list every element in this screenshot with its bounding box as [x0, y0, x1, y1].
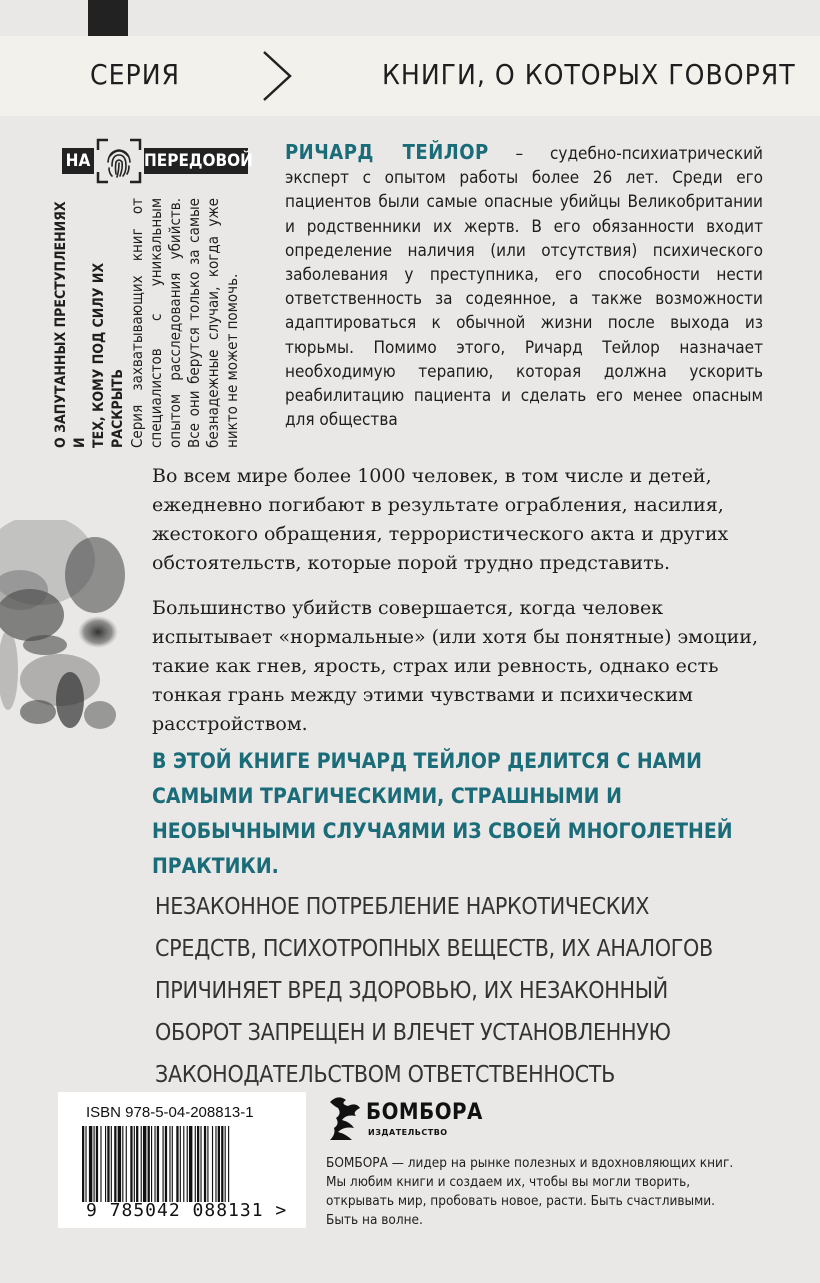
logo-left-text: НА	[62, 148, 94, 174]
vertical-title-line1: О ЗАПУТАННЫХ ПРЕСТУПЛЕНИЯХ И	[53, 201, 88, 448]
series-label: СЕРИЯ	[90, 58, 181, 91]
barcode-bars	[82, 1126, 292, 1202]
vertical-body: Серия захватывающих книг от специалистов с уникальным опытом расследования убийств. Все они берутся только за самые безнадежные случаи, когда уже никто не может помочь.	[128, 198, 241, 448]
paragraph-2: Большинство убийств совершается, когда человек испытывает «нормальные» (или хотя бы понятные) эмоции, такие как гнев, ярость, страх или ревность, однако есть тонкая грань между этими чувствами и психическим расстройством.	[152, 597, 758, 735]
publisher-emblem-icon	[326, 1094, 364, 1144]
publisher-description: БОМБОРА — лидер на рынке полезных и вдохновляющих книг. Мы любим книги и создаем их, чтобы вы могли творить, открывать мир, пробовать новое, расти. Быть счастливыми. Быть на волне.	[326, 1155, 734, 1228]
fingerprint-icon	[94, 136, 144, 186]
vertical-title-line2: ТЕХ, КОМУ ПОД СИЛУ ИХ РАСКРЫТЬ	[91, 262, 126, 448]
health-warning: НЕЗАКОННОЕ ПОТРЕБЛЕНИЕ НАРКОТИЧЕСКИХ СРЕДСТВ, ПСИХОТРОПНЫХ ВЕЩЕСТВ, ИХ АНАЛОГОВ ПРИЧИНЯЕТ ВРЕД ЗДОРОВЬЮ, ИХ НЕЗАКОННЫЙ ОБОРОТ ЗАПРЕЩЕН И ВЛЕЧЕТ УСТАНОВЛЕННУЮ ЗАКОНОДАТЕЛЬСТВОМ ОТВЕТСТВЕННОСТЬ	[155, 894, 713, 1088]
highlight-text: В ЭТОЙ КНИГЕ РИЧАРД ТЕЙЛОР ДЕЛИТСЯ С НАМИ САМЫМИ ТРАГИЧЕСКИМИ, СТРАШНЫМИ И НЕОБЫЧНЫМИ СЛУЧАЯМИ ИЗ СВОЕЙ МНОГОЛЕТНЕЙ ПРАКТИКИ.	[152, 749, 733, 878]
skull-inkblot-image	[0, 520, 130, 750]
publisher-subtitle: ИЗДАТЕЛЬСТВО	[368, 1128, 448, 1137]
author-bio	[285, 140, 763, 432]
isbn-number: ISBN 978-5-04-208813-1	[86, 1104, 254, 1121]
author-name: РИЧАРД ТЕЙЛОР	[285, 140, 489, 164]
series-description-vertical	[52, 198, 252, 448]
series-logo	[62, 136, 253, 186]
chevron-right-icon	[256, 46, 296, 106]
top-dark-tab	[88, 0, 128, 38]
author-bio-text: – судебно-психиатрический эксперт с опытом работы более 26 лет. Среди его пациентов были самые опасные убийцы Великобритании и родственники их жертв. В его обязанности входит определение наличия (или отсутствия) психического заболевания у преступника, его способности нести ответственность за содеянное, а также возможности адаптироваться к обычной жизни после выхода из тюрьмы. Помимо этого, Ричард Тейлор назначает необходимую терапию, которая должна ускорить реабилитацию пациента и сделать его менее опасным для общества	[285, 144, 763, 431]
publisher-name: БОМБОРА	[366, 1100, 483, 1125]
publisher-logo	[326, 1094, 496, 1144]
barcode-box	[58, 1092, 306, 1228]
series-name: КНИГИ, О КОТОРЫХ ГОВОРЯТ	[382, 58, 796, 91]
paragraph-1: Во всем мире более 1000 человек, в том числе и детей, ежедневно погибают в результате ограбления, насилия, жестокого обращения, террористического акта и других обстоятельств, которые порой трудно представить.	[152, 465, 729, 574]
logo-right-text: ПЕРЕДОВОЙ	[144, 148, 248, 174]
barcode-digits: 9 785042 088131 >	[86, 1200, 288, 1221]
